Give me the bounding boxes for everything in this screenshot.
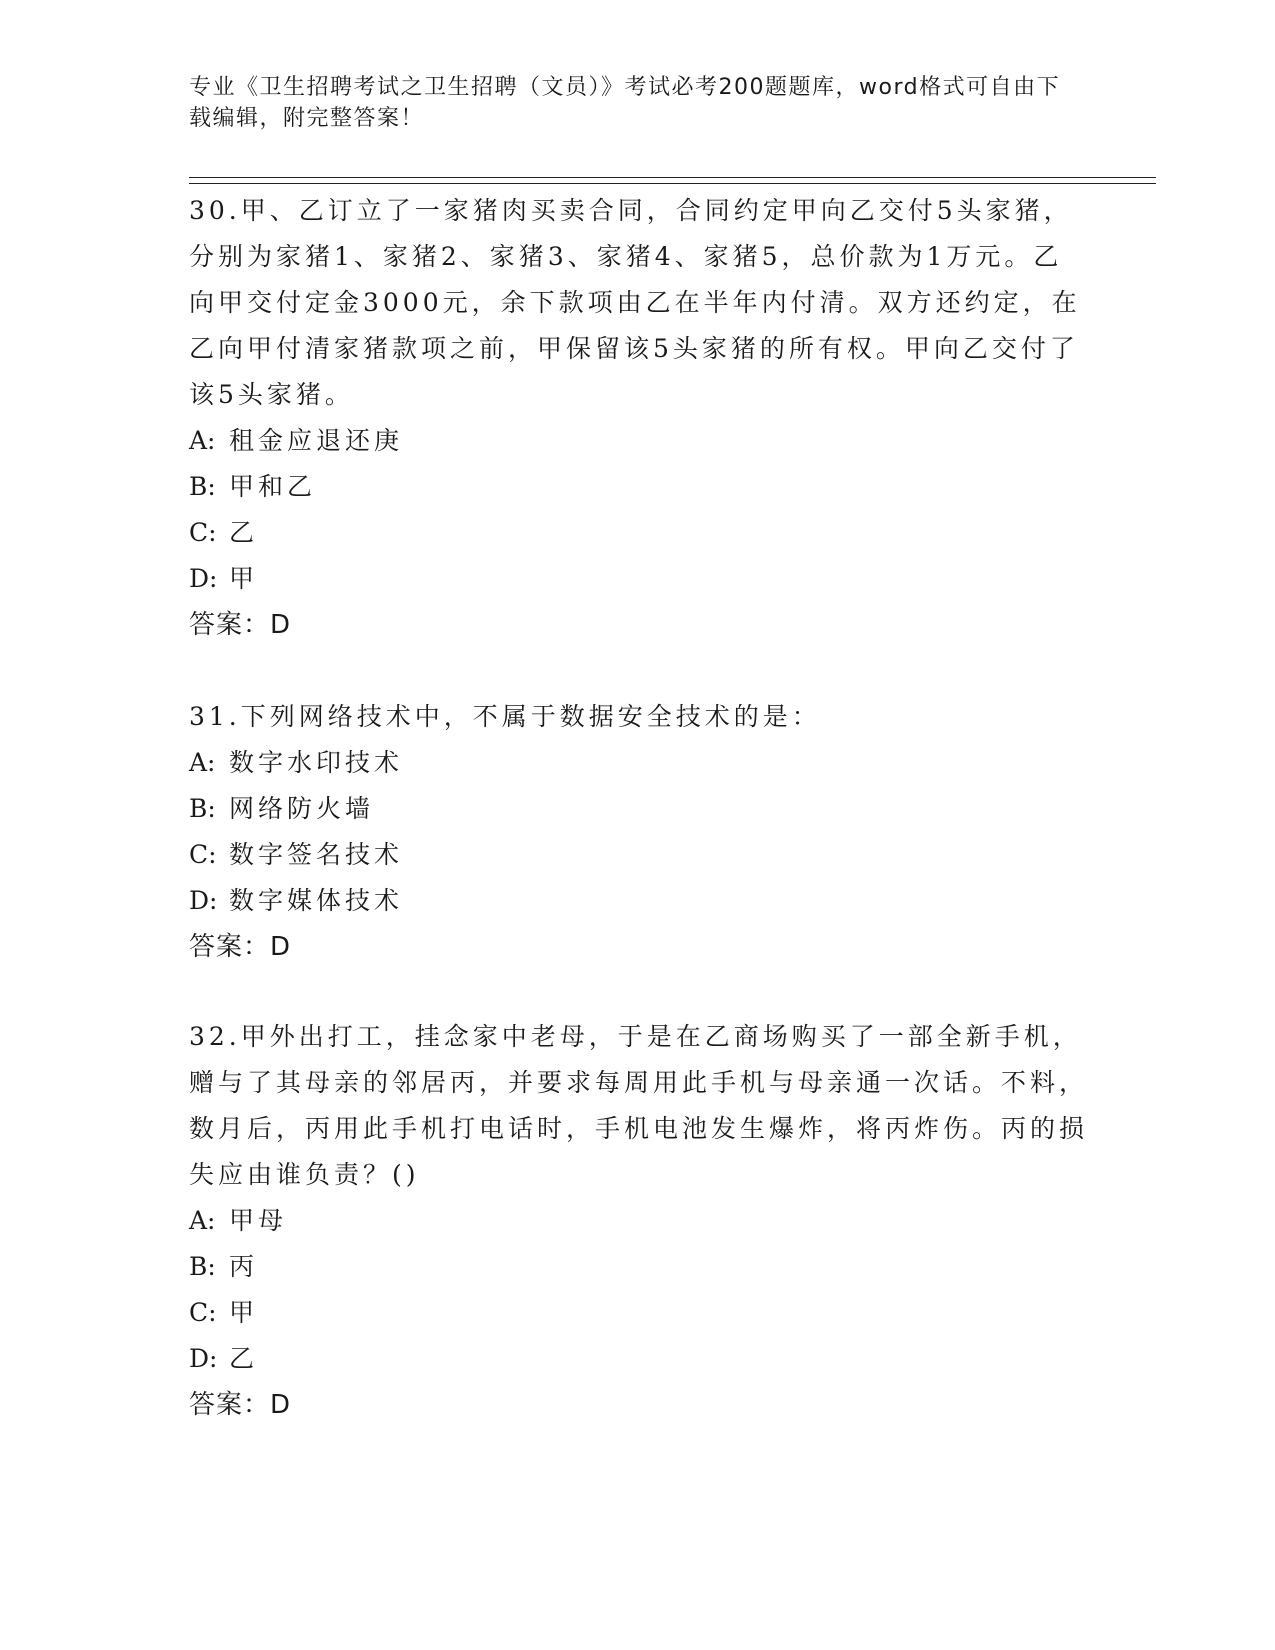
option-letter: C:: [189, 518, 217, 547]
option-a: [189, 740, 1089, 786]
question-stem: 32.甲外出打工，挂念家中老母，于是在乙商场购买了一部全新手机，赠与了其母亲的邻居丙，并要求每周用此手机与母亲通一次话。不料，数月后，丙用此手机打电话时，手机电池发生爆炸，将丙炸伤。丙的损失应由谁负责？(): [189, 1022, 1089, 1189]
option-d: [189, 878, 1089, 924]
option-c: [189, 1290, 1089, 1336]
question-32: [189, 1014, 1089, 1428]
option-text: 丙: [229, 1252, 259, 1281]
option-letter: B:: [189, 794, 216, 823]
option-c: [189, 832, 1089, 878]
question-30: [189, 188, 1089, 648]
option-text: 网络防火墙: [229, 794, 375, 823]
option-d: [189, 1336, 1089, 1382]
option-text: 数字水印技术: [229, 748, 404, 777]
option-letter: A:: [189, 1206, 216, 1235]
option-letter: D:: [189, 886, 218, 915]
option-b: [189, 464, 1089, 510]
header-divider-bottom: [189, 183, 1156, 184]
option-text: 数字签名技术: [229, 840, 404, 869]
option-b: [189, 1244, 1089, 1290]
option-text: 甲: [229, 564, 259, 593]
answer-line: 答案：D: [189, 932, 292, 962]
option-text: 租金应退还庚: [229, 426, 404, 455]
question-stem: 30.甲、乙订立了一家猪肉买卖合同，合同约定甲向乙交付5头家猪，分别为家猪1、家猪2、家猪3、家猪4、家猪5，总价款为1万元。乙向甲交付定金3000元，余下款项由乙在半年内付清。双方还约定，在乙向甲付清家猪款项之前，甲保留该5头家猪的所有权。甲向乙交付了该5头家猪。: [189, 196, 1081, 409]
option-letter: C:: [189, 840, 217, 869]
option-text: 甲: [229, 1298, 259, 1327]
option-letter: A:: [189, 748, 216, 777]
option-letter: C:: [189, 1298, 217, 1327]
option-b: [189, 786, 1089, 832]
option-text: 甲母: [229, 1206, 288, 1235]
answer-line: 答案：D: [189, 610, 292, 640]
option-letter: B:: [189, 472, 216, 501]
header-divider-top: [189, 177, 1156, 178]
option-letter: B:: [189, 1252, 216, 1281]
option-a: [189, 1198, 1089, 1244]
question-31: [189, 694, 1089, 970]
option-d: [189, 556, 1089, 602]
answer-line: 答案：D: [189, 1390, 292, 1420]
option-letter: D:: [189, 1344, 218, 1373]
option-text: 数字媒体技术: [229, 886, 404, 915]
option-letter: D:: [189, 564, 218, 593]
document-header: 专业《卫生招聘考试之卫生招聘（文员）》考试必考200题题库，word格式可自由下载编辑，附完整答案！: [189, 75, 1061, 131]
option-a: [189, 418, 1089, 464]
option-text: 甲和乙: [229, 472, 317, 501]
option-c: [189, 510, 1089, 556]
option-text: 乙: [229, 1344, 259, 1373]
option-text: 乙: [229, 518, 259, 547]
option-letter: A:: [189, 426, 216, 455]
question-stem: 31.下列网络技术中，不属于数据安全技术的是：: [189, 702, 821, 731]
